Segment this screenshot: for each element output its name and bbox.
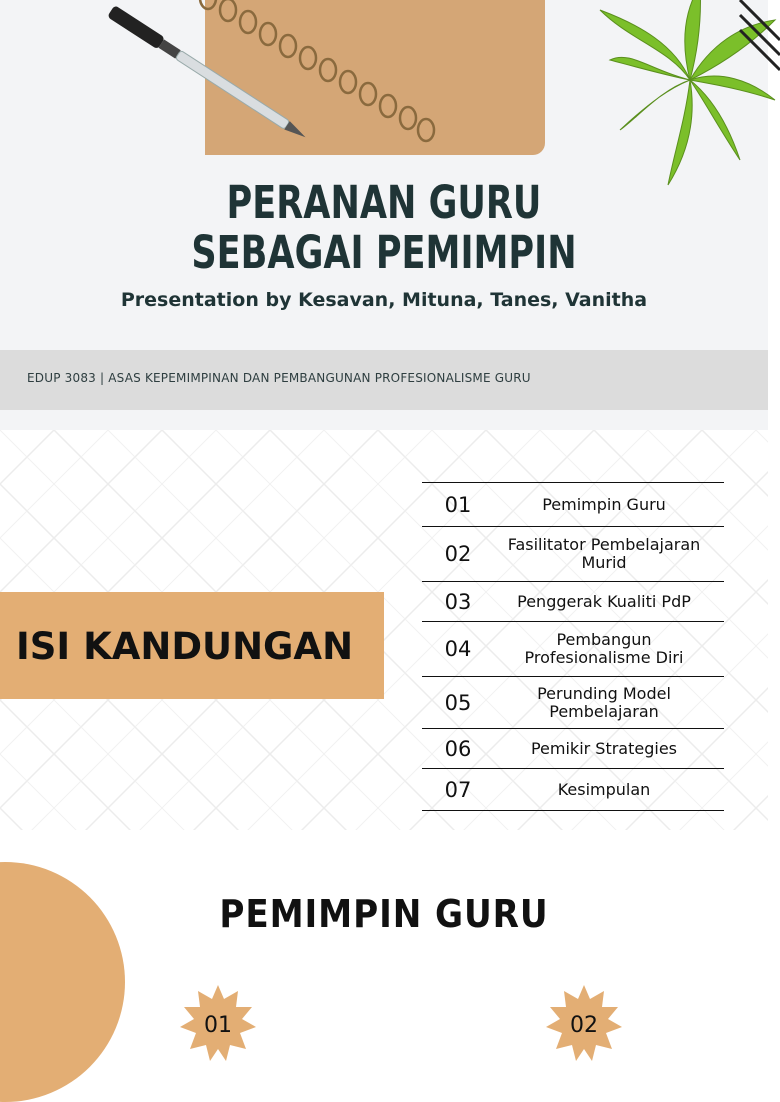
toc-number: 05 (444, 690, 472, 715)
toc-row (422, 728, 724, 768)
toc-number: 06 (444, 736, 472, 761)
toc-label: Pemikir Strategies (530, 738, 678, 758)
toc-label: Perunding Model Pembelajaran (537, 683, 671, 721)
toc-row (422, 482, 724, 526)
section-heading: PEMIMPIN GURU (219, 892, 549, 936)
toc-number: 01 (444, 492, 472, 517)
presentation-title (84, 178, 683, 278)
course-code-text: EDUP 3083 | ASAS KEPEMIMPINAN DAN PEMBANGUNAN PROFESIONALISME GURU (27, 371, 531, 385)
title-slide (0, 0, 768, 430)
toc-row (422, 768, 724, 811)
badge-starburst (546, 985, 622, 1061)
toc-number: 04 (444, 637, 472, 661)
toc-label: Fasilitator Pembelajaran Murid (507, 535, 701, 572)
toc-number: 07 (444, 777, 472, 802)
contents-slide (0, 430, 768, 830)
toc-number: 02 (444, 542, 472, 566)
toc-row (422, 621, 724, 676)
badge-number: 01 (204, 1013, 232, 1038)
toc-label: Pemimpin Guru (542, 494, 666, 514)
table-of-contents (422, 482, 724, 811)
pemimpin-guru-slide (0, 830, 768, 1038)
toc-number: 03 (444, 589, 472, 614)
course-bar (0, 350, 768, 410)
toc-label: Pembangun Profesionalisme Diri (524, 630, 684, 667)
toc-row (422, 581, 724, 621)
toc-label: Kesimpulan (557, 779, 651, 799)
toc-label: Penggerak Kualiti PdP (517, 591, 691, 611)
plant-image (590, 0, 780, 190)
badge-starburst (180, 985, 256, 1061)
toc-row (422, 526, 724, 581)
title-line-2: SEBAGAI PEMIMPIN (191, 226, 577, 279)
contents-heading: ISI KANDUNGAN (16, 625, 354, 668)
toc-row (422, 676, 724, 728)
badge-number: 02 (570, 1013, 598, 1038)
title-line-1: PERANAN GURU (226, 176, 542, 229)
contents-heading-box (0, 592, 384, 699)
presenters-subtitle: Presentation by Kesavan, Mituna, Tanes, Vanitha (120, 289, 648, 311)
